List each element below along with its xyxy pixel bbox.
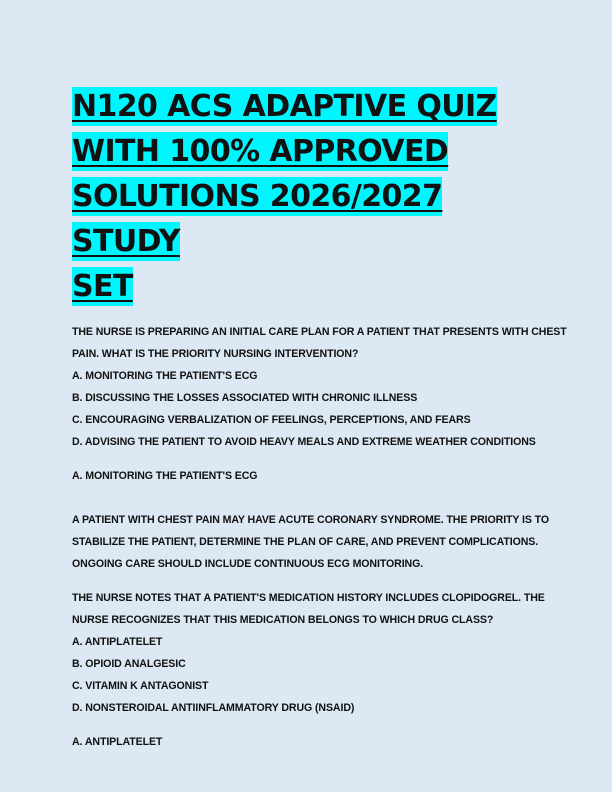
question-2-stem-line: NURSE RECOGNIZES THAT THIS MEDICATION BELONGS TO WHICH DRUG CLASS? (72, 614, 494, 626)
question-1-option-c: C. ENCOURAGING VERBALIZATION OF FEELINGS, PERCEPTIONS, AND FEARS (72, 414, 471, 426)
question-2-stem-line: THE NURSE NOTES THAT A PATIENT'S MEDICATION HISTORY INCLUDES CLOPIDOGREL. THE (72, 592, 545, 604)
question-1-option-d: D. ADVISING THE PATIENT TO AVOID HEAVY MEALS AND EXTREME WEATHER CONDITIONS (72, 436, 536, 448)
question-1-answer (72, 465, 542, 487)
question-1-rationale-line: STABILIZE THE PATIENT, DETERMINE THE PLAN OF CARE, AND PREVENT COMPLICATIONS. (72, 536, 539, 548)
question-2-answer (72, 731, 542, 753)
title-line: WITH 100% APPROVED (72, 134, 449, 169)
title-line: SET (72, 269, 133, 304)
question-1-stem (72, 321, 567, 453)
title-line: N120 ACS ADAPTIVE QUIZ (72, 89, 497, 124)
question-2-option-d: D. NONSTEROIDAL ANTIINFLAMMATORY DRUG (NSAID) (72, 702, 355, 714)
question-2-answer-text: A. ANTIPLATELET (72, 736, 163, 748)
question-1-stem-line: THE NURSE IS PREPARING AN INITIAL CARE PLAN FOR A PATIENT THAT PRESENTS WITH CHEST (72, 326, 567, 338)
question-1-rationale (72, 509, 550, 575)
question-1-rationale-line: A PATIENT WITH CHEST PAIN MAY HAVE ACUTE CORONARY SYNDROME. THE PRIORITY IS TO (72, 514, 550, 526)
document-page (72, 84, 567, 753)
question-2-option-a: A. ANTIPLATELET (72, 636, 163, 648)
title-line: SOLUTIONS 2026/2027 STUDY (72, 179, 443, 259)
document-title (72, 84, 542, 309)
question-1-answer-text: A. MONITORING THE PATIENT'S ECG (72, 470, 258, 482)
question-1-option-b: B. DISCUSSING THE LOSSES ASSOCIATED WITH CHRONIC ILLNESS (72, 392, 418, 404)
question-2-option-c: C. VITAMIN K ANTAGONIST (72, 680, 209, 692)
question-2-option-b: B. OPIOID ANALGESIC (72, 658, 186, 670)
question-1-rationale-line: ONGOING CARE SHOULD INCLUDE CONTINUOUS ECG MONITORING. (72, 558, 424, 570)
question-1-option-a: A. MONITORING THE PATIENT'S ECG (72, 370, 258, 382)
question-1-stem-line: PAIN. WHAT IS THE PRIORITY NURSING INTERVENTION? (72, 348, 359, 360)
question-2-stem (72, 587, 545, 719)
